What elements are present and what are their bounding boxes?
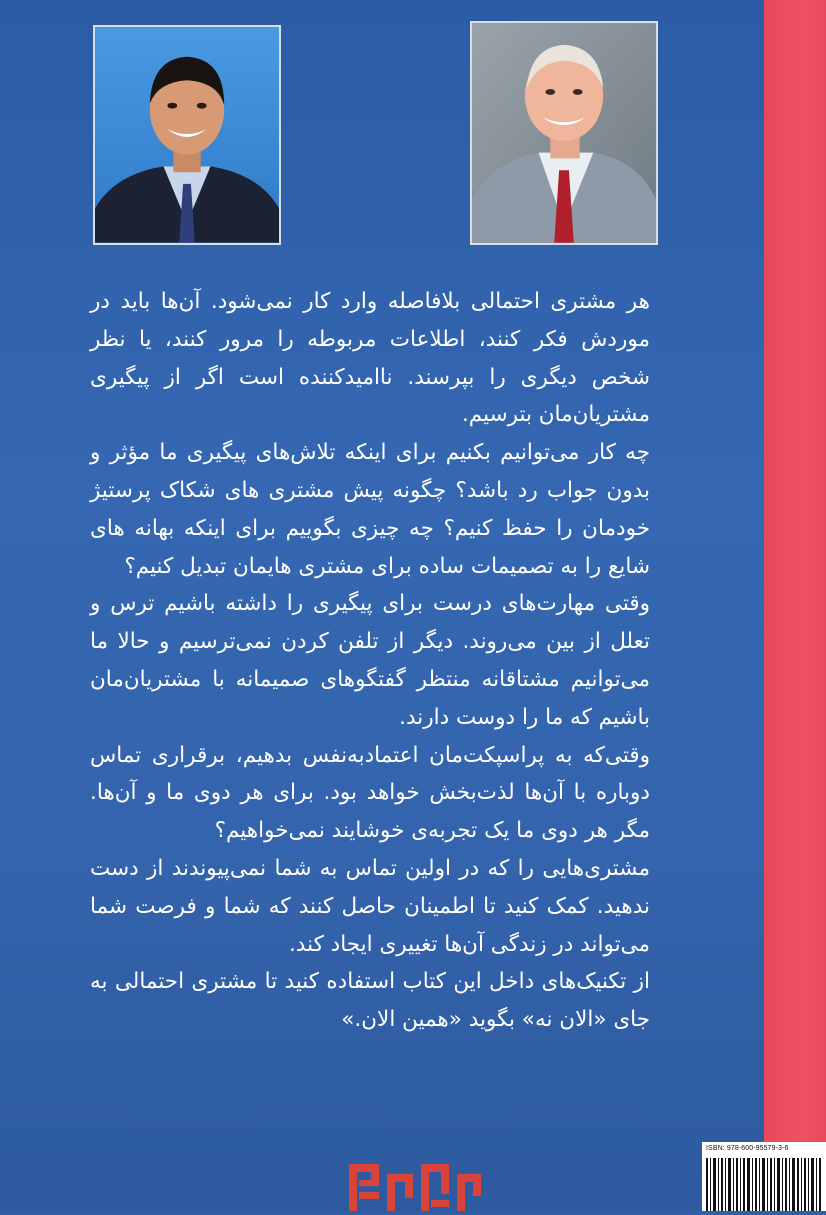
blurb-paragraph: مشتری‌هایی را که در اولین تماس به شما نمی‌پیوندند از دست ندهید. کمک کنید تا اطمینان حاصل کنند که شما و فرصت شما می‌تواند در زندگی آن‌ها تغییری ایجاد کند. xyxy=(90,855,650,957)
blurb-paragraph: هر مشتری احتمالی بلافاصله وارد کار نمی‌شود. آن‌ها باید در موردش فکر کنند، اطلاعات مربوطه را مرور کنند، یا نظر شخص دیگری را بپرسند. ناامیدکننده است اگر از پیگیری مشتریان‌مان بترسیم. xyxy=(90,289,650,428)
blurb-paragraph: چه کار می‌توانیم بکنیم برای اینکه تلاش‌های پیگیری ما مؤثر و بدون جواب رد باشد؟ چگونه پیش مشتری های شکاک پرستیژ خودمان را حفظ کنیم؟ چه چیزی بگوییم برای اینکه بهانه های شایع را به تصمیمات ساده برای مشتری هایمان تبدیل کنیم؟ xyxy=(90,440,650,579)
author-photo-left xyxy=(93,25,281,245)
blurb-paragraph: وقتی‌که به پراسپکت‌مان اعتمادبه‌نفس بدهیم، برقراری تماس دوباره با آن‌ها لذت‌بخش خواهد بود. برای هر دوی ما و آن‌ها. مگر هر دوی ما یک تجربه‌ی خوشایند نمی‌خواهیم؟ xyxy=(90,742,650,844)
publisher-logo xyxy=(345,1160,485,1211)
back-cover-blurb xyxy=(90,283,650,1039)
barcode-bars xyxy=(706,1158,822,1211)
author-photo-right xyxy=(470,21,658,245)
blurb-paragraph: از تکنیک‌های داخل این کتاب استفاده کنید تا مشتری احتمالی به جای «الان نه» بگوید «همین الان.» xyxy=(90,969,650,1033)
isbn-number: ISBN: 978-600-95579-3-6 xyxy=(706,1145,789,1152)
book-spine xyxy=(764,0,826,1211)
blurb-paragraph: وقتی مهارت‌های درست برای پیگیری را داشته باشیم ترس و تعلل از بین می‌روند. دیگر از تلفن کردن نمی‌ترسیم و حالا ما می‌توانیم مشتاقانه منتظر گفتگوهای صمیمانه با مشتریان‌مان باشیم که ما را دوست دارند. xyxy=(90,591,650,730)
isbn-barcode xyxy=(702,1142,826,1211)
